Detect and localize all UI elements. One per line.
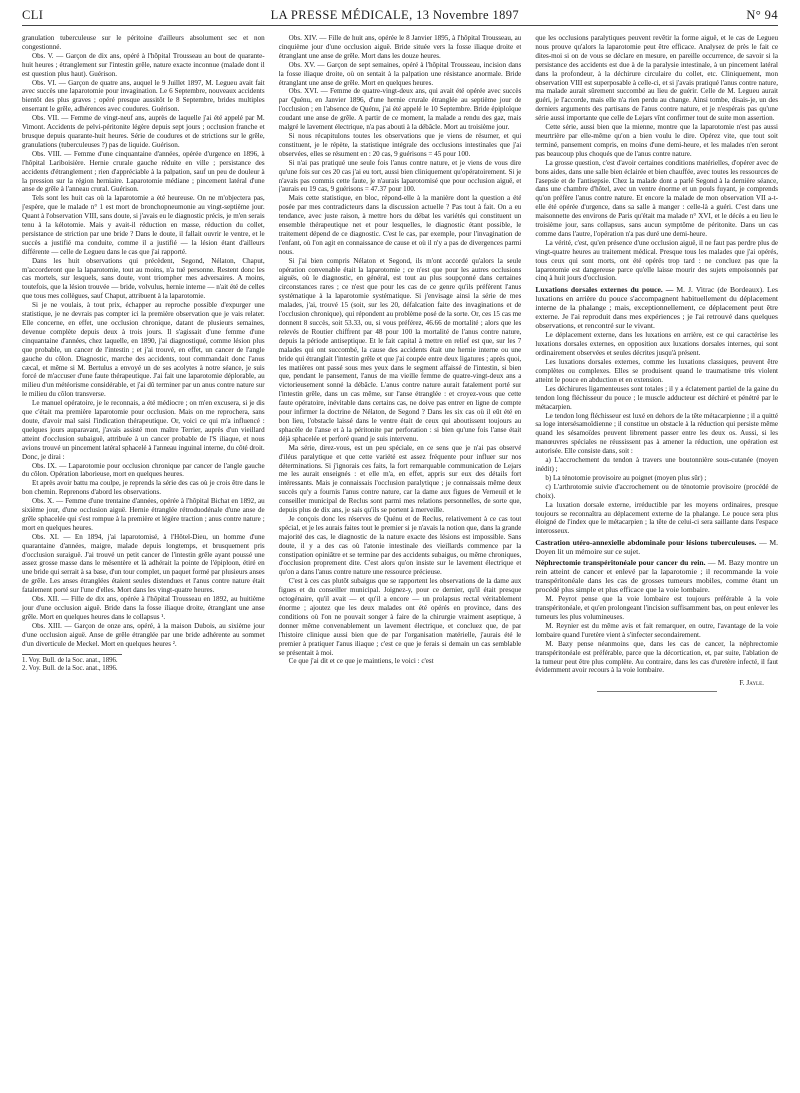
list-item: c) L'arthrotomie suivie d'accrochement ou de ténotomie provisoire (procédé de choix). — [535, 482, 779, 500]
section-heading — [535, 538, 778, 556]
paragraph: Si nous récapitulons toutes les observations que je viens de résumer, et qui constituent, je le répète, la statistique intégrale des occlusions intestinales que j'ai observées, elles se résument en : 20 cas, 9 guérisons = 45 pour 100. — [278, 131, 522, 158]
paragraph: Je conçois donc les réserves de Quénu et de Reclus, relativement à ce cas tout spécial, et je les aurais faites tout le premier si je n'avais la notion que, dans la grande majorité des cas, le diagnostic de la nature exacte des lésions est impossible. Sans doute, il y a des cas où l'atonie intestinale des vieillards commence par la constipation opiniâtre et se termine par des accidents subaigus, ou même chroniques, d'occlusion proprement dite. C'est alors qu'on insiste sur le lavement électrique et qu'on a dans l'anus contre nature une ressource précieuse. — [278, 514, 522, 577]
section-heading — [535, 558, 778, 594]
list-item: a) L'accrochement du tendon à travers une boutonnière sous-cutanée (moyen inédit) ; — [535, 456, 779, 473]
observation: Obs. VI. — Garçon de quatre ans, auquel le 9 Juillet 1897, M. Legueu avait fait avec succès une laparotomie pour invagination. Le 6 Septembre, nouveaux accidents bientôt des plus graves ; opéré presque aussitôt le 8 Septembre, brides multiples enserrant le grêle, adhérences avec coudures. Guérison. — [22, 78, 265, 114]
paragraph: Et après avoir battu ma coulpe, je reprends la série des cas où je crois être dans le bon chemin. Reprenons d'abord les observations. — [22, 479, 265, 497]
paragraph: La vérité, c'est, qu'en présence d'une occlusion aiguë, il ne faut pas perdre plus de vingt-quatre heures au traitement médical. Presque tous les malades que j'ai opérés, tous ceux qui sont morts, ont été opérés trop tard : ne concluez pas que la laparotomie est dangereuse parce qu'elle laisse mourir des sujets empoisonnés par cinq à huit jours d'occlusion. — [535, 238, 779, 283]
issue-number: N° 94 — [746, 7, 778, 22]
footnote: 2. Voy. Bull. de la Soc. anat., 1896. — [22, 664, 118, 672]
paragraph: Dans les huit observations qui précèdent, Segond, Nélaton, Chaput, m'accorderont que la laparotomie, tout au moins, n'a tué personne. Restent donc les cas mortels, sur lesquels, sans doute, vont triompher mes adversaires. A moins, toutefois, que la lésion trouvée — bride, volvulus, hernie interne — n'ait été de celles que tous mes collègues, sauf Chaput, attribuent à la laparotomie. — [22, 256, 265, 301]
page-header — [22, 5, 778, 26]
paragraph: M. Peyrot pense que la voie lombaire est toujours préférable à la voie transpéritonéale, et qu'en prolongeant l'incision suffisamment bas, on peut enlever les tumeurs les plus volumineuses. — [535, 595, 779, 622]
end-rule — [597, 691, 717, 692]
paragraph: Si je ne voulais, à tout prix, échapper au reproche possible d'expurger une statistique, je ne devrais pas compter ici la première observation que je vais relater. Elle concerne, en effet, une occlusion chronique, datant de plusieurs semaines, devenue complète depuis deux à trois jours. Il s'agissait d'une femme d'une cinquantaine d'années, chez laquelle, en 1890, j'ai diagnostiqué, comme lésion plus que probable, un cancer de l'intestin ; et j'ai trouvé, en effet, un cancer de l'angle gauche du côlon. Diagnostic, marche des accidents, tout commandait donc l'anus cæcal, et même si M. Bertulus a envoyé un de ses acolytes à notre séance, je suis forcé de m'accuser d'une faute thérapeutique. J'ai fait une laparotomie déplorable, au milieu d'un météorisme considérable, et j'ai dû terminer par un anus contre nature sur le milieu du côlon transverse. — [22, 301, 265, 399]
paragraph: Le tendon long fléchisseur est luxé en dehors de la tête métacarpienne ; il a quitté sa loge intersésamoïdienne ; il constitue un obstacle à la réduction qui persiste même quand les sésamoïdes peuvent librement passer entre les deux os. Aussi, si les manœuvres spéciales ne réussissent pas à amener la réduction, une opération est autorisée. Elle consiste dans, soit : — [535, 411, 779, 456]
observation: Obs. XIII. — Garçon de onze ans, opéré, à la maison Dubois, au sixième jour d'une occlusion aiguë. Anse de grêle étranglée par une bride adhérente au sommet d'un diverticule de Meckel. Mort en quelques heures ². — [22, 621, 265, 648]
heading-text: M. J. Vitrac (de Bordeaux). Les luxations en arrière du pouce s'accompagnent habituellement du déplacement interne de la phalange ; mais, exceptionnellement, ce déplacement peut être externe. Je l'ai reproduit dans mes expériences ; je l'ai retrouvé dans quelques observations, et rencontré sur le vivant. — [535, 285, 779, 331]
paragraph: que les occlusions paralytiques peuvent revêtir la forme aiguë, et le cas de Legueu nous prouve qu'alors la laparotomie peut être efficace. Analysez de près le fait ce dites-moi si on de vous se déclare en mesure, en pareille occurrence, de savoir si la persistance des accidents est due à de la paralysie intestinale, à un pincement latéral dans la profondeur, à la déchirure circulaire du collet, etc. Cliniquement, mon observation VIII est superposable à celle-ci, et si j'avais pratiqué l'anus contre nature, ma malade aurait sûrement succombé au lieu de guérir. Celle de M. Legueu aurait guéri, je l'accorde, mais elle n'a rien perdu au change. Ainsi tombe, disais-je, un des derniers arguments des partisans de l'anus contre nature, et je n'espérais pas qu'une série aussi importante que celle de Lejars vînt confirmer tout de suite mon assertion. — [535, 34, 779, 123]
observation: Obs. VII. — Femme de vingt-neuf ans, auprès de laquelle j'ai été appelé par M. Vimont. Accidents de pelvi-péritonite légère depuis sept jours ; occlusion franche et brusque depuis quarante-huit heures. Série de coudures et de strictions sur le grêle, granulations (tuberculeuses ?) pas de liquide. Guérison. — [22, 114, 265, 149]
paragraph: Les déchirures ligamenteuses sont totales ; il y a éclatement partiel de la gaine du tendon long fléchisseur du pouce ; le muscle adducteur est déchiré et pénétré par le métacarpien. — [535, 384, 779, 411]
list-item: b) La ténotomie provisoire au poignet (moyen plus sûr) ; — [545, 473, 707, 482]
paragraph: Le manuel opératoire, je le reconnais, a été médiocre ; on m'en excusera, si je dis que c'était ma première laparotomie pour occlusion. Mais on me reprochera, sans doute, d'avoir mal saisi l'indication thérapeutique. Or, voici ce qui m'a influencé : quelques jours auparavant, j'avais assisté mon maître Terrier, auprès d'un vieillard atteint d'occlusion subaiguë, attribuée à un cancer probable de l'S iliaque, et nous avions trouvé un pincement latéral sphacelé à l'anneau inguinal interne, du côté droit. Donc, je dirai : — [22, 399, 265, 461]
heading-title: Luxations dorsales externes du pouce. — — [535, 285, 674, 295]
paragraph: M. Bazy pense néanmoins que, dans les cas de cancer, la néphrectomie transpéritonéale est préférable, parce que la décortication, et, par suite, l'ablation de la tumeur peut être plus complète. Au contraire, dans les cas d'uretère infecté, il faut évidemment avoir recours à la voie lombaire. — [535, 639, 779, 675]
paragraph: La grosse question, c'est d'avoir certaines conditions matérielles, d'opérer avec de bons aides, dans une salle bien éclairée et bien chauffée, avec toutes les ressources de l'asepsie et de l'antisepsie. Chez la malade dont a parlé Segond à la dernière séance, dans une chambre d'hôtel, avec un ventre énorme et un pouls fuyant, je comprends qu'on préfère l'anus contre nature. Et encore la malade de mon observation VII a-t-elle été opérée d'urgence, dans sa salle à manger : celle-là a guéri. C'est dans une maisonnette des environs de Paris qu'était ma malade n° XVI, et le décès a eu lieu le troisième jour, sans collapsus, sans aucun symptôme de péritonite. Dans un cas comme dans l'autre, l'opération n'a pas duré une demi-heure. — [535, 158, 779, 238]
column-left — [22, 34, 265, 1085]
paragraph: M. Reynier est du même avis et fait remarquer, en outre, l'avantage de la voie lombaire quand l'uretère vient à s'infecter secondairement. — [535, 621, 779, 639]
paragraph: Ma série, direz-vous, est un peu spéciale, en ce sens que je n'ai pas observé d'iléus paralytique et que cette variété est assez fréquente pour influer sur nos déterminations. Si j'ignorais ces faits, la fort remarquable communication de Lejars me les aurait enseignés : et elle m'a, en effet, appris sur eux des détails fort intéressants. Mais je connaissais l'occlusion paralytique ; je connaissais même deux succès qu'y a fournis l'anus contre nature, car la dame aux figues de Verneuil et le conseiller municipal de Reclus sont parmi mes relations personnelles, de sorte que, depuis plus de dix ans, je sais qu'ils se portent à merveille. — [278, 443, 522, 515]
column-middle — [279, 34, 522, 1085]
observation: Obs. XVI. — Femme de quatre-vingt-deux ans, qui avait été opérée avec succès par Quénu, en Janvier 1896, d'une hernie crurale étranglée au septième jour de l'occlusion ; en l'absence de Quénu, j'ai été appelé le 10 Septembre. Bride épiploïque coudant une anse de grêle. A partir de ce moment, la malade a rendu des gaz, mais malgré le lavement électrique, n'a pas abouti à la débâcle. Mort au troisième jour. — [278, 87, 522, 132]
paragraph: Ce que j'ai dit et ce que je maintiens, le voici : c'est — [288, 657, 434, 666]
observation: Obs. XII. — Fille de dix ans, opérée à l'hôpital Trousseau en 1892, au huitième jour d'une occlusion aiguë. Bride dans la fosse iliaque droite, étranglant une anse grêle. Mort en quelques heures dans le collapsus ¹. — [22, 595, 265, 621]
paragraph: Mais cette statistique, en bloc, répond-elle à la manière dont la question a été posée par mes contradicteurs dans la discussion actuelle ? Pas tout à fait. On a eu tendance, avec juste raison, à mettre hors du débat les variétés qui constituent un ensemble thérapeutique net et pour lesquelles, le diagnostic étant possible, le traitement dépend de ce diagnostic. C'est le cas, par exemple, pour l'invagination de l'enfant, où l'on agit en connaissance de cause et où il n'y a pas de divergences parmi nous. — [278, 194, 522, 256]
paragraph: C'est à ces cas plutôt subaigus que se rapportent les observations de la dame aux figues et du conseiller municipal. Joignez-y, pour ce dernier, qu'il était presque octogénaire, qu'il avait — et qu'il a encore — un prolapsus rectal véritablement énorme ; ajoutez que les deux malades ont été opérés en province, dans des conditions où l'on ne pouvait songer à faire de la chirurgie vraiment aseptique, à donner même convenablement un lavement électrique, et concluez que, de par l'histoire clinique aussi bien que de par l'organisation matérielle, j'aurais été le premier à pratiquer l'anus iliaque ; c'est ce que je ferais si demain un cas semblable se présentait à moi. — [278, 577, 522, 657]
paragraph: Si j'ai bien compris Nélaton et Segond, ils m'ont accordé qu'alors la seule opération convenable était la laparotomie ; ce n'est que pour les autres occlusions aiguës, où le diagnostic, en général, est tout au plus soupçonné dans certaines circonstances rares ; ce n'est que pour les cas de ce genre qu'ils préfèrent l'anus systématique à la laparotomie systématique. Si j'envisage ainsi la série de mes malades, j'ai, trouvé 15 (soit, sur les 20, défalcation faite des invaginations et de l'occlusion chronique), qui répondent au problème posé de la sorte. Or, ces 15 cas me donnent 8 succès, soit 53.33, ou, si vous préférez, 46.66 de mortalité ; alors que les relevés de Routier chiffrent par 48 pour 100 la mortalité de l'anus contre nature, depuis la période antiseptique. Et le fait capital à mettre en relief est que, sur les 7 malades qui ont succombé, la cause des accidents était une hernie interne ou une bride qui étranglait l'intestin grêle et que j'ai coupée entre deux ligatures ; après quoi, les matières ont passé sous mes yeux dans le segment affaissé de l'intestin, si bien que, pendant le pansement, l'anus de ma vieille femme de quatre-vingt-deux ans a victorieusement sonné la débâcle. L'anus contre nature aurait fatalement porté sur l'intestin grêle, dans un cas même, sur l'anse étranglée : et croyez-vous que cette faute opératoire, inévitable dans certains cas, ne doive pas entrer en ligne de compte pour infirmer la doctrine de Nélaton, de Segond ? Dans les six cas où il eût été en bon lieu, l'obstacle laissé dans le ventre était de ceux qui aboutissent toujours au sphacèle de l'anse et à la péritonite par perforation : si bien qu'une fois l'anse était déjà sphacelée et perforé quand je suis intervenu. — [278, 256, 522, 443]
column-right — [535, 34, 778, 1085]
heading-text: — M. Bazy montre un rein atteint de cancer et enlevé par la laparotomie ; il recommande la voie transpéritonéale dans les cas de grosses tumeurs mobiles, comme étant un procédé plus simple et plus efficace que la voie lombaire. — [535, 558, 779, 595]
journal-title: LA PRESSE MÉDICALE, 13 Novembre 1897 — [270, 7, 520, 22]
observation: Obs. XIV. — Fille de huit ans, opérée le 8 Janvier 1895, à l'hôpital Trousseau, au cinquième jour d'une occlusion aiguë. Bride située vers la fosse iliaque droite et étranglant une anse de grêle. Mort dans les douze heures. — [278, 34, 522, 60]
footnote: 1. Voy. Bull. de la Soc. anat., 1896. — [22, 656, 118, 664]
paragraph: Le déplacement externe, dans les luxations en arrière, est ce qui caractérise les luxations dorsales externes, en opposition aux luxations dorsales internes, qui sont ordinairement observées et seules décrites jusqu'à présent. — [535, 331, 779, 358]
paragraph: Tels sont les huit cas où la laparotomie a été heureuse. On ne m'objectera pas, j'espère, que le malade n° 1 est mort de bronchopneumonie au vingt-septième jour. Quant à l'observation VIII, sans doute, si j'avais eu le diagnostic précis, je m'en serais tenu à la kélotomie. Mais y avait-il réduction en masse, réduction du collet, persistance de striction par une bride ? Dans le doute, il fallait ouvrir le ventre, et le succès a justifié ma conduite, comme il a justifié — la lésion étant d'ailleurs différente — celle de Legueu dans le cas que j'ai rapporté. — [22, 194, 265, 256]
observation: Obs. X. — Femme d'une trentaine d'années, opérée à l'hôpital Bichat en 1892, au sixième jour, d'une occlusion aiguë. Hernie étranglée rétroduodénale d'une anse de grêle sphacelée qui s'est rompue à la première et légère traction ; anus contre nature ; mort en quelques heures. — [22, 497, 265, 532]
paragraph: Cette série, aussi bien que la mienne, montre que la laparotomie n'est pas aussi meurtrière par elle-même qu'on a bien voulu le dire. Opérez vite, que tout soit terminé, pansement compris, en moins d'une demi-heure, et les malades n'en seront pas beaucoup plus choqués que de l'anus contre nature. — [535, 123, 779, 158]
paragraph: Si n'ai pas pratiqué une seule fois l'anus contre nature, et je viens de vous dire qu'une fois sur ces 20 cas j'ai eu tort, aussi bien cliniquement qu'opératoirement. Si je n'avais pas commis cette faute, je n'aurais laparotomisé que pour occlusion aiguë, et j'aurais eu 19 cas, 9 guérisons = 47.37 pour 100. — [278, 158, 522, 194]
page-number: CLI — [22, 7, 44, 22]
heading-title: Néphrectomie transpéritonéale pour cancer du rein. — [535, 558, 706, 568]
observation: Obs. V. — Garçon de dix ans, opéré à l'hôpital Trousseau au bout de quarante-huit heures ; étranglement sur l'intestin grêle, nature exacte inconnue (malade dont il est question plus haut). Guérison. — [22, 51, 265, 78]
paragraph: La luxation dorsale externe, irréductible par les moyens ordinaires, presque toujours se reconnaîtra au déplacement externe de la phalange. Le pouce sera plus éloigné de l'index que le métacarpien ; la tête de celui-ci sera saillante dans l'espace interosseux. — [535, 500, 779, 536]
observation: Obs. XI. — En 1894, j'ai laparotomisé, à l'Hôtel-Dieu, un homme d'une quarantaine d'années, maigre, malade depuis longtemps, et brusquement pris d'occlusion suraiguë. J'ai trouvé un petit cancer de l'intestin grêle ayant poussé une assez grosse masse dans le mésentère et là adhérait la pointe de l'épiploon, étiré en une bride qui serrait à sa base, d'un tour complet, un paquet formé par plusieurs anses de grêle. Les anses étranglées étaient seules distendues et l'anus contre nature était fatalement porté sur l'une d'elles. Mort dans les vingt-quatre heures. — [22, 532, 265, 595]
author-signature: F. Jayle. — [739, 678, 765, 688]
observation: Obs. XV. — Garçon de sept semaines, opéré à l'hôpital Trousseau, incision dans la fosse iliaque droite, où on sentait à la palpation une résistance anormale. Bride étranglant une anse de grêle. Mort en quelques heures. — [278, 60, 522, 87]
observation: Obs. IX. — Laparotomie pour occlusion chronique par cancer de l'angle gauche du côlon. Opération laborieuse, mort en quelques heures. — [22, 461, 265, 479]
paragraph: granulation tuberculeuse sur le péritoine d'ailleurs absolument sec et non congestionné. — [22, 34, 265, 51]
section-heading — [535, 285, 778, 330]
heading-title: Castration utéro-annexielle abdominale pour lésions tuberculeuses. — [535, 538, 757, 548]
observation: Obs. VIII. — Femme d'une cinquantaine d'années, opérée d'urgence en 1896, à l'hôpital Lariboisière. Hernie crurale gauche réduite en ville ; persistance des accidents d'étranglement ; rien d'appréciable à la palpation, sauf un peu de douleur à la pression sur la région herniaire. Laparotomie médiane ; pincement latéral d'une anse de grêle à l'anneau crural. Guérison. — [22, 149, 265, 194]
heading-text: — M. Doyen lit un mémoire sur ce sujet. — [535, 538, 779, 557]
paragraph: Les luxations dorsales externes, comme les luxations classiques, peuvent être complètes ou complexes. Elles se produisent quand le traumatisme très violent atteint le pouce en abduction et en extension. — [535, 358, 779, 384]
text-columns — [22, 34, 778, 1085]
